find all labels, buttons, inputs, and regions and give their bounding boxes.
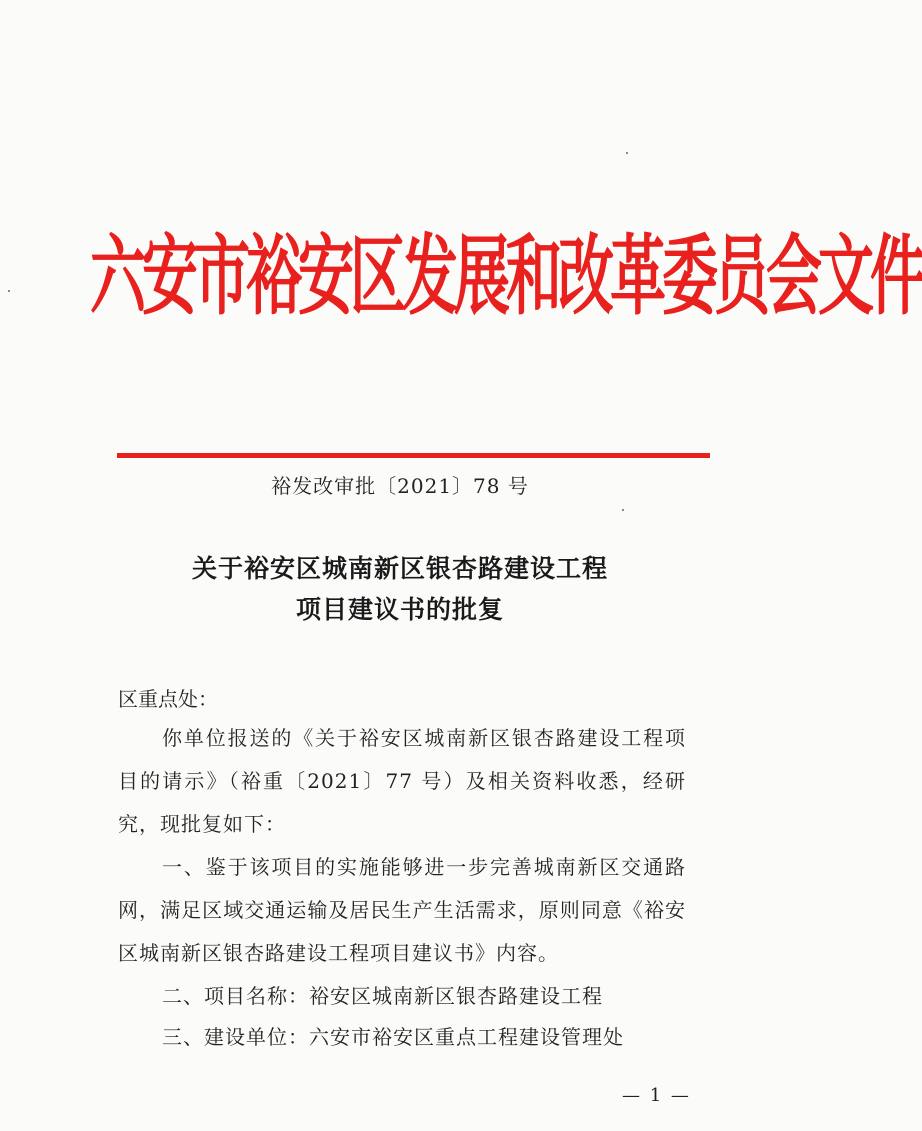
- page-number: — 1 —: [622, 1085, 691, 1106]
- scan-speck: [626, 152, 628, 154]
- salutation: 区重点处：: [118, 687, 218, 711]
- paragraph-item-3: 三、建设单位：六安市裕安区重点工程建设管理处: [162, 1025, 624, 1049]
- document-number: 裕发改审批〔2021〕78 号: [271, 474, 529, 498]
- paragraph-item-1: 一、鉴于该项目的实施能够进一步完善城南新区交通路网，满足区域交通运输及居民生产生活需求，原则同意《裕安区城南新区银杏路建设工程项目建议书》内容。: [118, 855, 686, 965]
- document-title-line-2: 项目建议书的批复: [295, 595, 504, 624]
- scan-speck: [622, 509, 624, 511]
- paragraph-intro: 你单位报送的《关于裕安区城南新区银杏路建设工程项目的请示》（裕重〔2021〕77 号）及相关资料收悉，经研究，现批复如下：: [118, 726, 686, 836]
- red-separator-line: [117, 453, 710, 458]
- paragraph-item-2: 二、项目名称：裕安区城南新区银杏路建设工程: [162, 984, 603, 1008]
- document-title-line-1: 关于裕安区城南新区银杏路建设工程: [191, 554, 608, 583]
- scan-speck: [8, 290, 10, 292]
- issuer-header-title: 六安市裕安区发展和改革委员会文件: [90, 226, 922, 328]
